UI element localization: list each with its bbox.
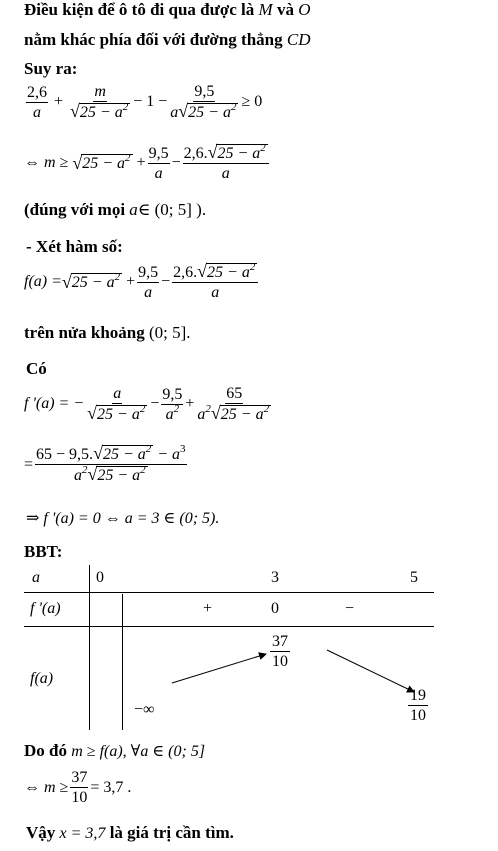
deriv2-den-a: a <box>73 467 82 484</box>
final-b: là giá trị cần tìm. <box>109 823 234 842</box>
fdef-frac1-num: 9,5 <box>138 263 159 281</box>
co-label: Có <box>26 359 47 378</box>
concl-den: 10 <box>71 789 88 806</box>
fdef-frac2-den: a <box>211 284 220 301</box>
ineq1-frac1-num: 2,6 <box>27 83 47 101</box>
concl-line2-lhs: ⇔ m ≥ <box>24 778 69 796</box>
table-head-5: 5 <box>410 569 418 586</box>
table-fprime-label: f '(a) <box>30 600 61 617</box>
ineq1-rhs: ≥ 0 <box>241 93 263 110</box>
bbt-title: BBT: <box>24 542 63 561</box>
function-definition: f(a) = √ $25 - a^2$ + $\frac{9,5}{a}$ − $\frac{2,6.√25 - a^2}{a}$ <box>24 262 260 302</box>
xet-ham-so: - Xét hàm số: <box>26 237 123 256</box>
final-a: Vậy <box>26 823 56 842</box>
point-m: M <box>258 0 273 19</box>
ineq1-frac3-num: 9,5 <box>194 83 215 100</box>
deriv-frac3-den-a: a <box>197 406 206 423</box>
fdef-frac2-num-a: 2,6. <box>173 264 198 281</box>
domain-end: . <box>186 323 191 342</box>
deriv-frac2-num: 9,5 <box>162 385 183 403</box>
ineq1-frac3-den: 25 − a <box>188 104 231 121</box>
deriv-frac1-den: 25 − a <box>97 406 140 423</box>
table-head-0: 0 <box>96 569 104 586</box>
table-sign-zero: 0 <box>271 600 279 617</box>
table-f-label: f(a) <box>30 670 54 687</box>
intro-line-2-text: nằm khác phía đối với đường thẳng <box>24 30 283 49</box>
deriv-frac3-den: 25 − a <box>220 406 264 423</box>
ineq2-frac1-den: a <box>154 164 163 182</box>
ineq2-plus: + <box>136 154 146 171</box>
condition-var: a <box>129 200 138 219</box>
deriv-minus: − <box>150 395 160 412</box>
condition-text: (đúng với mọi <box>24 200 126 219</box>
inequality-2: ⇔ m ≥ √ $25 - a^2$ + $\frac{9,5}{a}$ − $\frac{2,6.√25 - a^2}{a}$ <box>24 143 271 183</box>
derivative: f '(a) = − $\frac{a}{√25 - a^2}$ − $\frac{9,5}{a^2}$ + $\frac{65}{a^2√25 - a^2}$ <box>24 385 270 423</box>
deriv2-num-a: 65 − 9,5. <box>36 446 94 463</box>
conclusion-final <box>26 823 234 843</box>
table-sign-minus: − <box>345 600 355 617</box>
table-end-num: 19 <box>410 687 426 704</box>
ineq1-frac1-den: a <box>33 103 41 121</box>
ineq1-frac2-den: 25 − a <box>79 104 123 121</box>
concl-num: 37 <box>71 769 88 786</box>
conclusion-line-1 <box>24 741 205 761</box>
concl-expr: m ≥ f(a), ∀a ∈ (0; 5] <box>71 743 206 760</box>
ineq2-frac2-den: a <box>221 165 230 182</box>
table-end-den: 10 <box>410 707 426 724</box>
deriv2-den-root: 25 − a <box>97 467 141 484</box>
ineq2-root: 25 − a <box>82 155 126 172</box>
deriv-frac1-num: a <box>113 385 122 402</box>
deriv2-num-b: − a <box>157 446 181 463</box>
table-sign-plus: + <box>203 600 213 617</box>
ineq2-frac1-num: 9,5 <box>148 144 169 162</box>
ineq2-lhs: ⇔ m ≥ <box>24 154 69 171</box>
derivative-combined: = $\frac{65 - 9,5.√25 - a^2 - a^3}{a^2√25 - a^2}$ <box>24 443 186 484</box>
arrow-down <box>327 650 414 692</box>
table-head-var: a <box>32 569 40 586</box>
intro-and: và <box>276 0 294 19</box>
ineq2-minus: − <box>171 154 181 171</box>
deriv2-eq: = <box>24 455 34 473</box>
deriv-lhs: f '(a) = − <box>24 395 85 412</box>
condition-set: ∈ (0; 5] ). <box>137 200 207 219</box>
table-head-3: 3 <box>271 569 279 586</box>
fdef-minus: − <box>161 273 171 290</box>
concl-text: Do đó <box>24 741 67 760</box>
deriv-plus: + <box>185 395 195 412</box>
ineq1-frac3-den-a: a <box>170 104 179 121</box>
fdef-frac1-den: a <box>144 283 153 301</box>
fdef-plus: + <box>126 273 136 290</box>
deriv-frac3-num: 65 <box>226 385 243 402</box>
arrow-up <box>172 654 266 683</box>
conclusion-line-2 <box>24 768 131 807</box>
domain-set: (0; 5] <box>148 323 187 342</box>
inequality-1: $\frac{2,6}{a}$ + $\frac{m}{√25 - a^2}$ − 1 − $\frac{9,5}{a√25 - a^2}$ ≥ 0 <box>27 83 263 121</box>
suy-ra: Suy ra: <box>24 59 78 78</box>
ineq2-frac2-num: 25 − a <box>217 145 261 162</box>
final-expr: x = 3,7 <box>59 825 106 842</box>
line-cd: CD <box>286 30 311 49</box>
intro-line-1-text: Điều kiện để ô tô đi qua được là <box>24 0 255 19</box>
critical-point: ⇒ f '(a) = 0 ⇔ a = 3 ∈ (0; 5). <box>26 510 220 527</box>
table-minus-inf: −∞ <box>134 701 155 718</box>
domain-text: trên nửa khoảng <box>24 323 145 342</box>
point-o: O <box>298 0 311 19</box>
ineq1-mid: − 1 − <box>133 93 168 110</box>
table-max-num: 37 <box>272 633 288 650</box>
fdef-frac2-num: 25 − a <box>207 264 250 281</box>
fdef-lhs: f(a) = <box>24 273 62 290</box>
ineq2-frac2-num-a: 2,6. <box>183 145 208 162</box>
concl-line2-rhs: = 3,7 . <box>90 778 132 796</box>
table-max-den: 10 <box>272 653 288 670</box>
deriv-frac2-den: a <box>165 405 174 423</box>
ineq1-frac2-num: m <box>94 83 106 100</box>
deriv2-num-root: 25 − a <box>102 446 146 463</box>
fdef-root: 25 − a <box>71 274 115 291</box>
